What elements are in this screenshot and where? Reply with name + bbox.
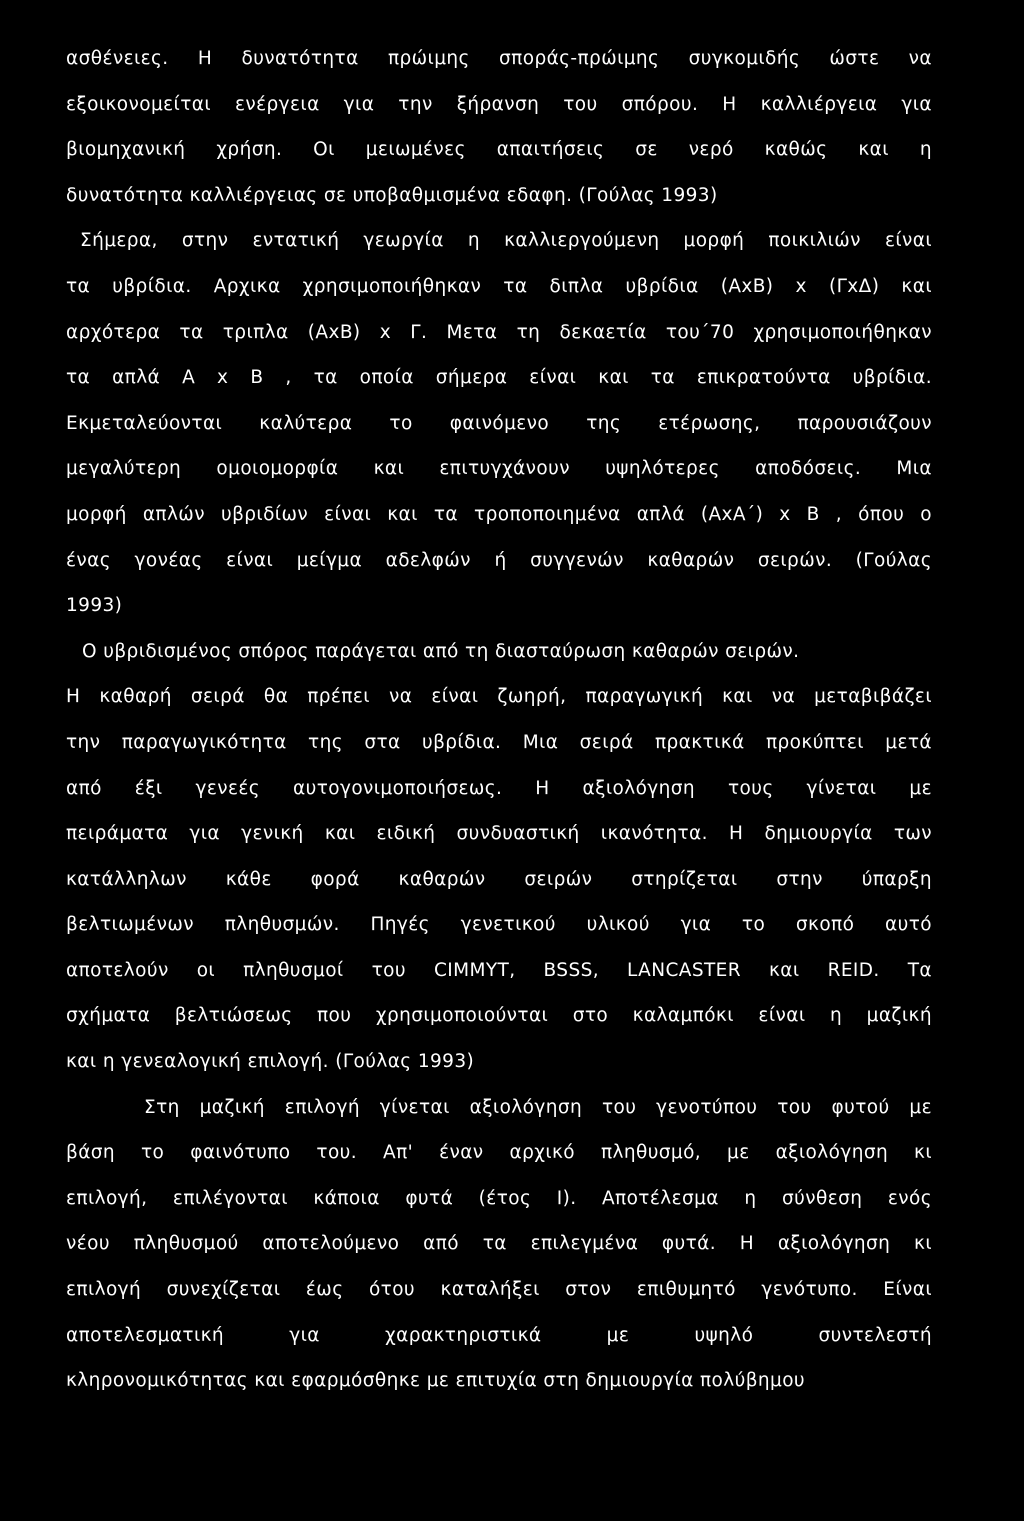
text-line: από έξι γενεές αυτογονιμοποιήσεως. Η αξιολόγηση τους γίνεται με (66, 777, 932, 799)
text-line: επιλογή, επιλέγονται κάποια φυτά (έτος Ι). Αποτέλεσμα η σύνθεση ενός (66, 1187, 932, 1209)
text-line: βιομηχανική χρήση. Οι μειωμένες απαιτήσεις σε νερό καθώς και η (66, 139, 932, 161)
text-line: αποτελούν οι πληθυσμοί του CIMMYT, BSSS, LANCASTER και REID. Τα (66, 959, 932, 981)
text-line: κατάλληλων κάθε φορά καθαρών σειρών στηρίζεται στην ύπαρξη (66, 868, 932, 890)
paragraph-first-line: Στη μαζική επιλογή γίνεται αξιολόγηση του γενοτύπου του φυτού με (144, 1096, 932, 1118)
text-line: βάση το φαινότυπο του. Απ' έναν αρχικό πληθυσμό, με αξιολόγηση κι (66, 1142, 932, 1164)
text-line: αρχότερα τα τριπλα (ΑxΒ) x Γ. Μετα τη δεκαετία του΄70 χρησιμοποιήθηκαν (66, 321, 932, 343)
text-line: μορφή απλών υβριδίων είναι και τα τροποποιημένα απλά (ΑxΑ΄) x Β , όπου ο (66, 503, 932, 525)
paragraph-first-line: Ο υβριδισμένος σπόρος παράγεται από τη διασταύρωση καθαρών σειρών. (82, 640, 800, 662)
text-line: τα απλά Α x Β , τα οποία σήμερα είναι και τα επικρατούντα υβρίδια. (66, 367, 932, 389)
text-line: πειράματα για γενική και ειδική συνδυαστική ικανότητα. Η δημιουργία των (66, 823, 932, 845)
text-line: βελτιωμένων πληθυσμών. Πηγές γενετικού υλικού για το σκοπό αυτό (66, 914, 932, 936)
text-line: την παραγωγικότητα της στα υβρίδια. Μια σειρά πρακτικά προκύπτει μετά (66, 731, 932, 753)
paragraph-first-line: Σήμερα, στην εντατική γεωργία η καλλιεργούμενη μορφή ποικιλιών είναι (80, 230, 932, 252)
text-line: μεγαλύτερη ομοιομορφία και επιτυγχάνουν υψηλότερες αποδόσεις. Μια (66, 458, 932, 480)
text-line: αποτελεσματική για χαρακτηριστικά με υψηλό συντελεστή (66, 1324, 932, 1346)
text-line: τα υβρίδια. Αρχικα χρησιμοποιήθηκαν τα διπλα υβρίδια (ΑxΒ) x (ΓxΔ) και (66, 275, 932, 297)
text-line: και η γενεαλογική επιλογή. (Γούλας 1993) (66, 1051, 475, 1073)
text-line: 1993) (66, 595, 123, 617)
text-line: Η καθαρή σειρά θα πρέπει να είναι ζωηρή, παραγωγική και να μεταβιβάζει (66, 686, 932, 708)
text-line: Εκμεταλεύονται καλύτερα το φαινόμενο της ετέρωσης, παρουσιάζουν (66, 412, 932, 434)
text-line: σχήματα βελτιώσεως που χρησιμοποιούνται στο καλαμπόκι είναι η μαζική (66, 1005, 932, 1027)
text-line: εξοικονομείται ενέργεια για την ξήρανση του σπόρου. Η καλλιέργεια για (66, 93, 932, 115)
document-page (66, 44, 932, 1412)
text-line: ένας γονέας είναι μείγμα αδελφών ή συγγενών καθαρών σειρών. (Γούλας (66, 549, 932, 571)
text-line: νέου πληθυσμού αποτελούμενο από τα επιλεγμένα φυτά. Η αξιολόγηση κι (66, 1233, 932, 1255)
text-line: κληρονομικότητας και εφαρμόσθηκε με επιτυχία στη δημιουργία πολύβημου (66, 1370, 806, 1392)
text-line: επιλογή συνεχίζεται έως ότου καταλήξει στον επιθυμητό γενότυπο. Είναι (66, 1279, 932, 1301)
text-line: δυνατότητα καλλιέργειας σε υποβαθμισμένα εδαφη. (Γούλας 1993) (66, 184, 718, 206)
text-line: ασθένειες. Η δυνατότητα πρώιμης σποράς-πρώιμης συγκομιδής ώστε να (66, 48, 932, 69)
